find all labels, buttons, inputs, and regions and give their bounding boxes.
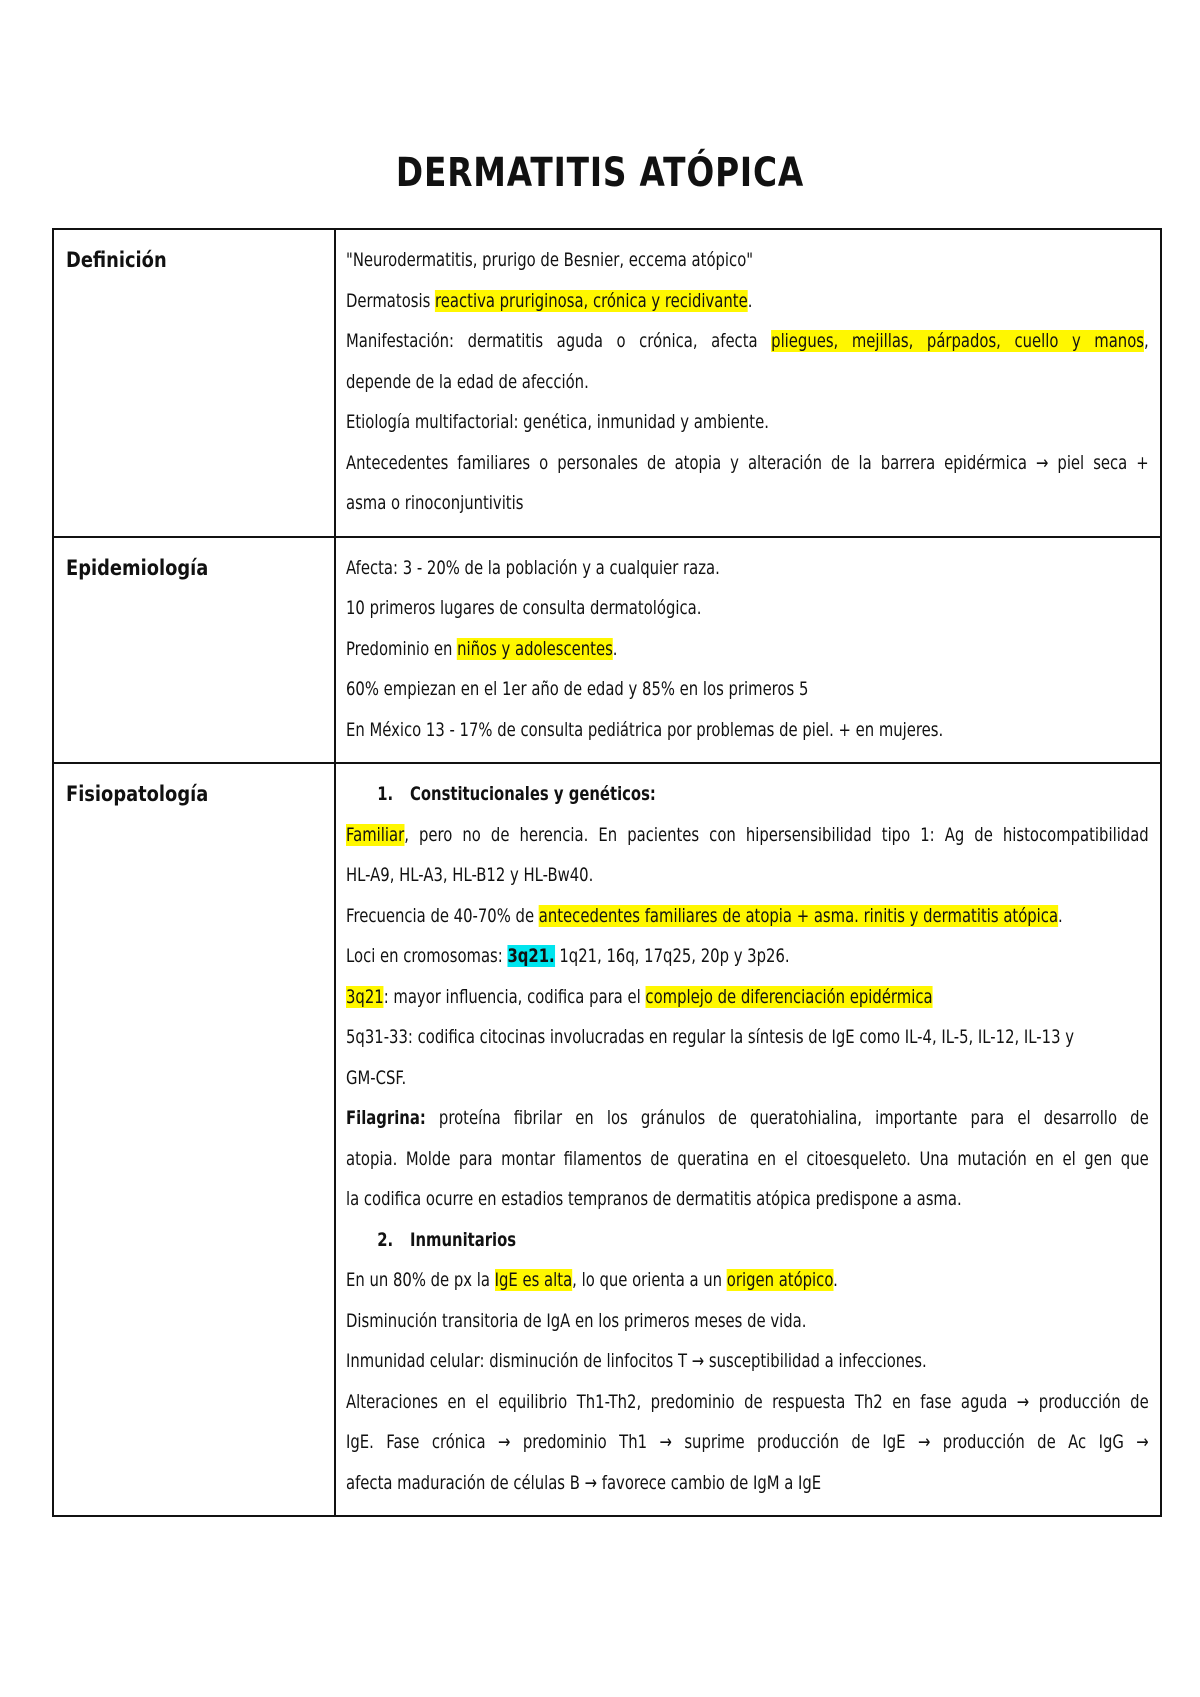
text-line — [346, 629, 1149, 670]
text-line — [346, 362, 1149, 403]
row-label-cell — [53, 763, 335, 1516]
row-label: Definición — [66, 248, 167, 272]
row-label: Epidemiología — [66, 555, 209, 580]
text-segment: Afecta: 3 - 20% de la población y a cualquier raza. — [346, 556, 720, 579]
highlighted-text: pliegues, mejillas, párpados, cuello y manos — [771, 330, 1144, 352]
text-segment: "Neurodermatitis, prurigo de Besnier, eccema atópico" — [346, 249, 754, 271]
text-line — [346, 1098, 1149, 1139]
text-segment: depende de la edad de afección. — [346, 370, 589, 393]
table-row — [53, 537, 1161, 764]
text-segment: En un 80% de px la — [346, 1269, 495, 1291]
text-segment: , pero no de herencia. En pacientes con hipersensibilidad tipo 1: Ag de histocompatibilidad — [404, 823, 1149, 846]
text-line — [346, 1220, 1180, 1261]
highlighted-text: 3q21. — [507, 945, 555, 967]
text-segment: 60% empiezan en el 1er año de edad y 85% en los primeros 5 — [346, 678, 809, 700]
list-number: 1. — [377, 783, 394, 805]
text-line — [346, 936, 1149, 977]
highlighted-text: Familiar — [346, 823, 405, 846]
text-line — [346, 977, 1149, 1018]
text-segment: Manifestación: dermatitis aguda o crónica, afecta — [346, 330, 772, 352]
text-segment: asma o rinoconjuntivitis — [346, 492, 524, 514]
text-line — [346, 1058, 1149, 1099]
text-line — [346, 1422, 1149, 1463]
text-line — [346, 1260, 1149, 1301]
text-line — [346, 443, 1149, 484]
text-segment: Antecedentes familiares o personales de atopia y alteración de la barrera epidérmica → piel seca + — [346, 451, 1149, 474]
text-line — [346, 402, 1149, 443]
text-segment: 5q31-33: codifica citocinas involucradas en regular la síntesis de IgE como IL-4, IL-5, IL-12, IL-13 y — [346, 1026, 1074, 1048]
row-content-cell — [335, 229, 1161, 537]
highlighted-text: antecedentes familiares de atopia + asma. rinitis y dermatitis atópica — [538, 904, 1059, 927]
highlighted-text: reactiva pruriginosa, crónica y recidivante — [435, 289, 748, 312]
text-line — [346, 1382, 1149, 1423]
text-line — [346, 1139, 1149, 1180]
list-number: 2. — [377, 1228, 394, 1251]
text-line — [346, 669, 1149, 710]
highlighted-text: origen atópico — [726, 1269, 834, 1291]
text-segment: . — [1058, 904, 1063, 927]
text-segment: Alteraciones en el equilibrio Th1-Th2, predominio de respuesta Th2 en fase aguda → producción de — [346, 1390, 1149, 1413]
text-segment: Constitucionales y genéticos: — [409, 783, 656, 805]
text-line — [346, 321, 1149, 362]
text-segment: 10 primeros lugares de consulta dermatológica. — [346, 597, 702, 619]
table-row — [53, 229, 1161, 537]
text-line — [346, 240, 1149, 281]
text-segment: Loci en cromosomas: — [346, 945, 508, 967]
text-segment: Inmunitarios — [409, 1228, 517, 1251]
text-segment: Inmunidad celular: disminución de linfocitos T → susceptibilidad a infecciones. — [346, 1350, 927, 1372]
text-line — [346, 855, 1149, 896]
text-line — [346, 710, 1149, 751]
text-segment: la codifica ocurre en estadios tempranos de dermatitis atópica predispone a asma. — [346, 1188, 962, 1210]
text-segment: Frecuencia de 40-70% de — [346, 904, 539, 927]
row-label: Fisiopatología — [66, 782, 209, 806]
text-segment: afecta maduración de células B → favorece cambio de IgM a IgE — [346, 1471, 822, 1494]
text-segment: Disminución transitoria de IgA en los primeros meses de vida. — [346, 1309, 807, 1332]
text-line — [346, 588, 1149, 629]
highlighted-text: niños y adolescentes — [457, 637, 613, 660]
row-content-cell — [335, 537, 1161, 764]
row-label-cell — [53, 537, 335, 764]
text-line — [346, 1463, 1149, 1504]
text-line — [346, 815, 1149, 856]
text-segment: GM-CSF. — [346, 1066, 407, 1089]
text-line — [346, 483, 1149, 524]
highlighted-text: 3q21 — [346, 985, 384, 1008]
text-segment: , lo que orienta a un — [572, 1269, 727, 1291]
highlighted-text: complejo de diferenciación epidérmica — [645, 985, 933, 1008]
text-segment: . — [833, 1269, 838, 1291]
text-segment: IgE. Fase crónica → predominio Th1 → suprime producción de IgE → producción de Ac IgG → — [346, 1431, 1149, 1453]
text-line — [346, 1179, 1149, 1220]
text-line — [346, 1341, 1149, 1382]
text-segment: Etiología multifactorial: genética, inmunidad y ambiente. — [346, 411, 769, 433]
text-segment: Filagrina: — [346, 1107, 426, 1129]
table-row — [53, 763, 1161, 1516]
content-table — [52, 228, 1162, 1517]
text-segment: . — [747, 289, 753, 312]
text-line — [346, 1301, 1149, 1342]
text-segment: Predominio en — [346, 637, 458, 660]
text-segment: : mayor influencia, codifica para el — [383, 985, 646, 1008]
text-segment: Dermatosis — [346, 289, 436, 312]
highlighted-text: IgE es alta — [494, 1269, 573, 1291]
text-line — [346, 281, 1149, 322]
row-content-cell — [335, 763, 1161, 1516]
text-line — [346, 548, 1149, 589]
text-segment: 1q21, 16q, 17q25, 20p y 3p26. — [554, 945, 790, 967]
text-line — [346, 896, 1149, 937]
text-line — [346, 774, 1180, 815]
text-line — [346, 1017, 1149, 1058]
document-title: DERMATITIS ATÓPICA — [395, 150, 805, 196]
row-label-cell — [53, 229, 335, 537]
text-segment: , — [1143, 330, 1149, 352]
text-segment: . — [612, 637, 618, 660]
text-segment: atopia. Molde para montar filamentos de queratina en el citoesqueleto. Una mutación en el gen que — [346, 1147, 1149, 1170]
text-segment: proteína fibrilar en los gránulos de queratohialina, importante para el desarrollo de — [425, 1107, 1149, 1129]
text-segment: En México 13 - 17% de consulta pediátrica por problemas de piel. + en mujeres. — [346, 718, 944, 741]
text-segment: HL-A9, HL-A3, HL-B12 y HL-Bw40. — [346, 864, 594, 886]
